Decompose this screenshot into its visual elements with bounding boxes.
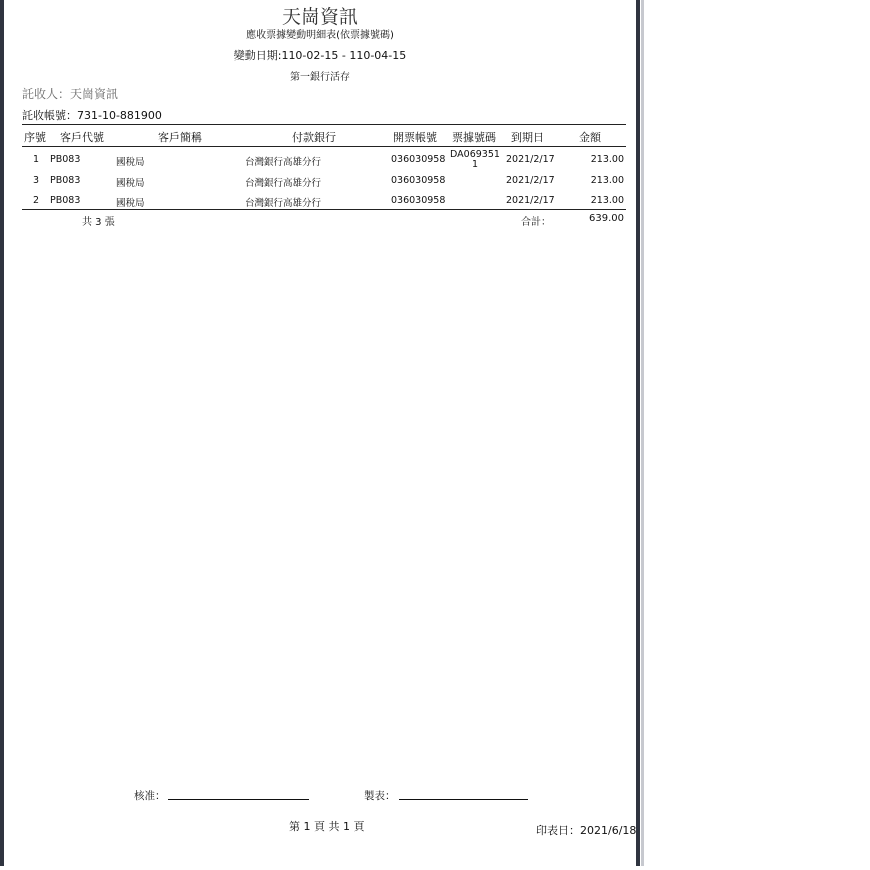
- col-issuing-account: 開票帳號: [393, 131, 437, 144]
- prepare-signature-line: [399, 799, 528, 800]
- col-customer-name: 客戶簡稱: [158, 131, 202, 144]
- date-range: 變動日期:110-02-15 - 110-04-15: [233, 49, 407, 62]
- approve-signature-line: [168, 799, 309, 800]
- col-customer-code: 客戶代號: [60, 131, 104, 144]
- row-amount: 213.00: [590, 175, 624, 186]
- report-title: 應收票據變動明細表(依票據號碼): [246, 30, 394, 41]
- header-top-rule: [22, 124, 626, 125]
- row-paying-bank: 台灣銀行高雄分行: [245, 157, 322, 168]
- table-bottom-rule: [22, 209, 626, 210]
- approve-label: 核准：: [134, 790, 166, 802]
- col-amount: 金額: [579, 131, 601, 144]
- row-issuing-account: 036030958: [391, 175, 446, 186]
- row-note-number-wrap: 1: [472, 159, 479, 170]
- total-amount: 639.00: [589, 213, 624, 224]
- row-due-date: 2021/2/17: [506, 154, 555, 165]
- company-title: 天崗資訊: [281, 6, 358, 28]
- bank-account-name: 第一銀行活存: [290, 72, 350, 83]
- col-paying-bank: 付款銀行: [292, 131, 336, 144]
- row-paying-bank: 台灣銀行高雄分行: [245, 178, 322, 189]
- row-note-number: DA069351: [450, 149, 500, 160]
- payee: 託收人：天崗資訊: [22, 87, 119, 101]
- row-customer-name: 國稅局: [116, 157, 145, 168]
- row-seq: 3: [33, 175, 40, 186]
- col-due-date: 到期日: [511, 131, 544, 144]
- note-count: 共 3 張: [82, 217, 115, 228]
- prepare-label: 製表：: [364, 790, 396, 802]
- row-customer-name: 國稅局: [116, 178, 145, 189]
- row-paying-bank: 台灣銀行高雄分行: [245, 198, 322, 209]
- row-due-date: 2021/2/17: [506, 175, 555, 186]
- header-bottom-rule: [22, 146, 626, 147]
- collection-account: 託收帳號：731-10-881900: [22, 109, 162, 122]
- row-amount: 213.00: [590, 195, 624, 206]
- row-customer-code: PB083: [50, 175, 81, 186]
- row-customer-code: PB083: [50, 154, 81, 165]
- row-customer-name: 國稅局: [116, 198, 145, 209]
- col-seq: 序號: [24, 131, 46, 144]
- total-label: 合計：: [521, 217, 551, 228]
- print-date: 印表日：2021/6/18: [536, 824, 637, 837]
- row-due-date: 2021/2/17: [506, 195, 555, 206]
- row-customer-code: PB083: [50, 195, 81, 206]
- row-issuing-account: 036030958: [391, 195, 446, 206]
- row-issuing-account: 036030958: [391, 154, 446, 165]
- row-amount: 213.00: [590, 154, 624, 165]
- row-seq: 1: [33, 154, 40, 165]
- col-note-number: 票據號碼: [452, 131, 496, 144]
- page-number: 第 1 頁 共 1 頁: [289, 820, 365, 833]
- row-seq: 2: [33, 195, 40, 206]
